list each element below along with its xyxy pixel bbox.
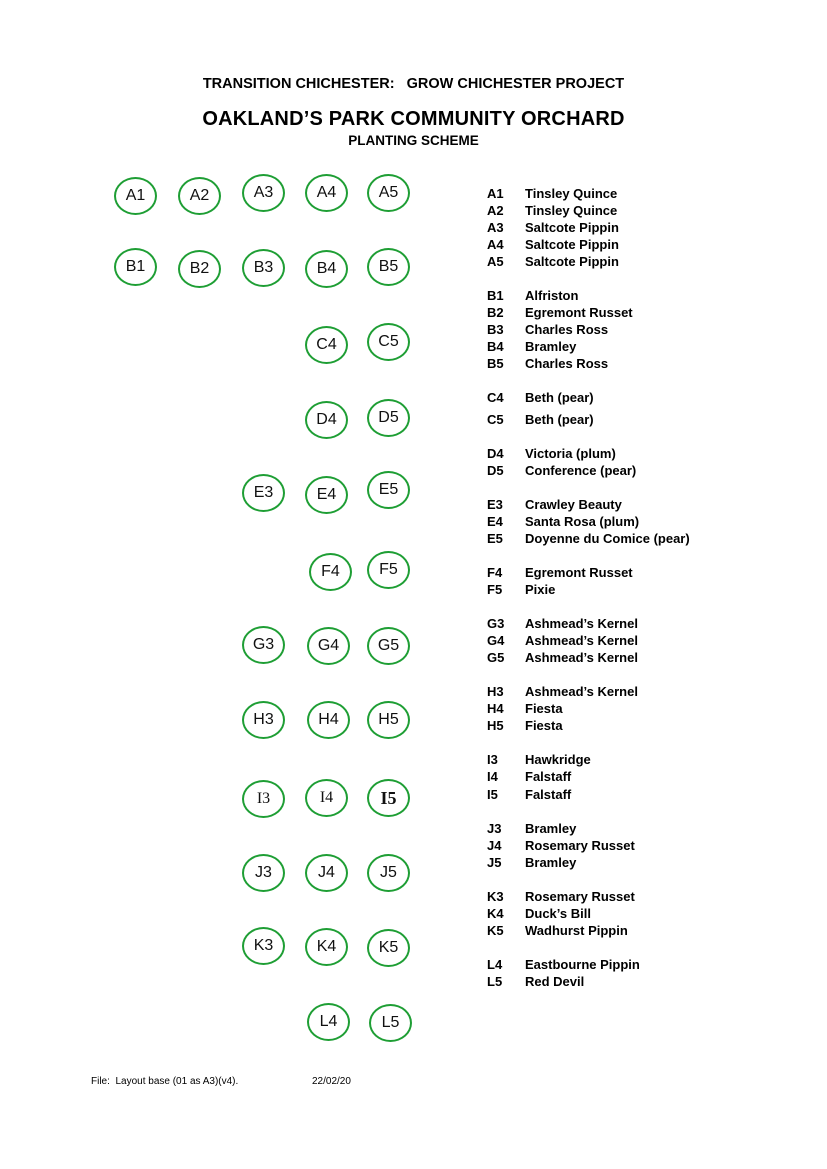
legend-code: L5 [487, 974, 503, 989]
legend-row [487, 905, 591, 922]
tree-marker-a1 [114, 177, 157, 215]
tree-label: D4 [316, 411, 337, 428]
tree-label: B2 [189, 260, 210, 277]
legend-variety: Beth (pear) [525, 390, 594, 405]
page-subtitle: PLANTING SCHEME [348, 133, 479, 148]
legend-code: G3 [487, 616, 505, 631]
legend-row [487, 837, 635, 854]
tree-marker-b4 [305, 250, 348, 288]
tree-label: K3 [253, 937, 274, 954]
tree-label: H4 [318, 711, 339, 728]
legend-code: B2 [487, 305, 504, 320]
tree-label: J4 [318, 864, 335, 881]
legend-code: H3 [487, 684, 504, 699]
tree-marker-e3 [242, 474, 285, 512]
tree-marker-a2 [178, 177, 221, 215]
legend-code: J4 [487, 838, 502, 853]
legend-row [487, 513, 639, 530]
legend-row [487, 649, 638, 666]
legend-row [487, 888, 635, 905]
legend-row [487, 219, 619, 236]
footer-file-name: File: Layout base (01 as A3)(v4). [91, 1076, 239, 1087]
tree-label: G5 [377, 637, 400, 654]
legend-code: E3 [487, 497, 503, 512]
tree-label: A5 [378, 184, 399, 201]
tree-label: E3 [253, 484, 274, 501]
legend-variety: Falstaff [525, 787, 572, 802]
page-title: OAKLAND’S PARK COMMUNITY ORCHARD [202, 108, 625, 130]
legend-row [487, 581, 555, 598]
tree-marker-l5 [369, 1004, 412, 1042]
tree-marker-k3 [242, 927, 285, 965]
legend-row [487, 236, 619, 253]
tree-label: B1 [125, 258, 146, 275]
legend-variety: Tinsley Quince [525, 186, 618, 201]
legend-row [487, 185, 617, 202]
legend-variety: Conference (pear) [525, 463, 637, 478]
tree-marker-k4 [305, 928, 348, 966]
tree-marker-d4 [305, 401, 348, 439]
legend-row [487, 304, 633, 321]
tree-marker-a5 [367, 174, 410, 212]
legend-variety: Victoria (plum) [525, 446, 616, 461]
legend-code: J3 [487, 821, 502, 836]
tree-label: D5 [378, 409, 399, 426]
legend-code: H4 [487, 701, 504, 716]
legend-row [487, 854, 576, 871]
legend-code: I5 [487, 787, 498, 802]
legend-variety: Egremont Russet [525, 305, 633, 320]
tree-marker-h5 [367, 701, 410, 739]
legend-code: A5 [487, 254, 504, 269]
legend-variety: Duck’s Bill [525, 906, 591, 921]
legend-code: I3 [487, 752, 498, 767]
legend-row [487, 768, 571, 785]
tree-marker-b5 [367, 248, 410, 286]
legend-code: A3 [487, 220, 504, 235]
legend-variety: Falstaff [525, 769, 572, 784]
legend-row [487, 973, 584, 990]
legend-code: B5 [487, 356, 504, 371]
legend-variety: Charles Ross [525, 322, 609, 337]
tree-marker-b1 [114, 248, 157, 286]
tree-label: L5 [381, 1014, 400, 1031]
tree-label: B4 [316, 260, 337, 277]
legend-row [487, 632, 638, 649]
tree-label: E4 [316, 486, 337, 503]
tree-marker-l4 [307, 1003, 350, 1041]
tree-label: E5 [378, 481, 399, 498]
legend-variety: Crawley Beauty [525, 497, 622, 512]
tree-label: C5 [378, 333, 399, 350]
legend-variety: Fiesta [525, 701, 563, 716]
tree-label: J3 [255, 864, 272, 881]
legend-code: H5 [487, 718, 504, 733]
tree-label: I3 [256, 790, 271, 807]
tree-label: K4 [316, 938, 337, 955]
tree-marker-g4 [307, 627, 350, 665]
legend-variety: Alfriston [525, 288, 579, 303]
legend-row [487, 564, 633, 581]
tree-marker-g5 [367, 627, 410, 665]
tree-marker-i4 [305, 779, 348, 817]
legend-code: G5 [487, 650, 505, 665]
tree-label: I4 [319, 789, 334, 806]
legend-variety: Ashmead’s Kernel [525, 650, 638, 665]
tree-label: I5 [380, 787, 397, 808]
tree-marker-a3 [242, 174, 285, 212]
tree-label: G3 [252, 636, 275, 653]
legend-code: K4 [487, 906, 504, 921]
legend-row [487, 496, 622, 513]
legend-row [487, 321, 608, 338]
legend-variety: Santa Rosa (plum) [525, 514, 640, 529]
tree-marker-c4 [305, 326, 348, 364]
tree-marker-f4 [309, 553, 352, 591]
legend-code: D4 [487, 446, 504, 461]
tree-label: F4 [321, 563, 340, 580]
legend-row [487, 287, 578, 304]
legend-code: C5 [487, 412, 504, 427]
legend-row [487, 683, 638, 700]
tree-label: A3 [253, 184, 274, 201]
legend-code: E4 [487, 514, 503, 529]
legend-code: D5 [487, 463, 504, 478]
legend-variety: Egremont Russet [525, 565, 633, 580]
legend-variety: Eastbourne Pippin [525, 957, 640, 972]
legend-code: K5 [487, 923, 504, 938]
legend-variety: Bramley [525, 855, 577, 870]
tree-marker-e4 [305, 476, 348, 514]
tree-label: H5 [378, 711, 399, 728]
legend-row [487, 202, 617, 219]
legend-variety: Saltcote Pippin [525, 237, 619, 252]
legend-row [487, 530, 690, 547]
legend-row [487, 389, 594, 406]
tree-label: A1 [125, 187, 146, 204]
tree-marker-g3 [242, 626, 285, 664]
tree-marker-d5 [367, 399, 410, 437]
tree-marker-b3 [242, 249, 285, 287]
tree-marker-f5 [367, 551, 410, 589]
legend-variety: Doyenne du Comice (pear) [525, 531, 690, 546]
tree-label: J5 [380, 864, 397, 881]
legend-code: A1 [487, 186, 504, 201]
legend-row [487, 462, 636, 479]
legend-row [487, 717, 563, 734]
tree-marker-e5 [367, 471, 410, 509]
legend-variety: Charles Ross [525, 356, 609, 371]
legend-row [487, 956, 640, 973]
legend-variety: Ashmead’s Kernel [525, 684, 638, 699]
tree-marker-h4 [307, 701, 350, 739]
tree-label: G4 [317, 637, 340, 654]
legend-row [487, 355, 608, 372]
legend-row [487, 253, 619, 270]
tree-label: K5 [378, 939, 399, 956]
legend-code: A2 [487, 203, 504, 218]
legend-variety: Fiesta [525, 718, 563, 733]
tree-label: A4 [316, 184, 337, 201]
org-project-heading: TRANSITION CHICHESTER: GROW CHICHESTER PROJECT [202, 76, 625, 92]
tree-label: H3 [253, 711, 274, 728]
legend-variety: Rosemary Russet [525, 889, 635, 904]
legend-row [487, 786, 571, 803]
tree-marker-k5 [367, 929, 410, 967]
legend-code: A4 [487, 237, 504, 252]
legend-code: J5 [487, 855, 502, 870]
legend-variety: Beth (pear) [525, 412, 594, 427]
legend-row [487, 411, 594, 428]
legend-row [487, 615, 638, 632]
legend-code: B1 [487, 288, 504, 303]
tree-marker-h3 [242, 701, 285, 739]
legend-variety: Bramley [525, 339, 577, 354]
tree-marker-j4 [305, 854, 348, 892]
legend-code: K3 [487, 889, 504, 904]
tree-marker-j3 [242, 854, 285, 892]
tree-marker-b2 [178, 250, 221, 288]
legend-row [487, 922, 628, 939]
tree-marker-a4 [305, 174, 348, 212]
legend-row [487, 700, 563, 717]
tree-label: C4 [316, 336, 337, 353]
legend-variety: Wadhurst Pippin [525, 923, 628, 938]
legend-variety: Bramley [525, 821, 577, 836]
legend-variety: Pixie [525, 582, 556, 597]
legend-code: C4 [487, 390, 504, 405]
legend-code: B3 [487, 322, 504, 337]
tree-marker-i5 [367, 779, 410, 817]
legend-variety: Ashmead’s Kernel [525, 616, 638, 631]
legend-variety: Rosemary Russet [525, 838, 635, 853]
legend-code: I4 [487, 769, 498, 784]
legend-row [487, 820, 576, 837]
legend-row [487, 338, 576, 355]
tree-label: F5 [379, 561, 398, 578]
tree-label: L4 [319, 1013, 338, 1030]
legend-variety: Ashmead’s Kernel [525, 633, 638, 648]
legend-variety: Hawkridge [525, 752, 591, 767]
tree-label: B3 [253, 259, 274, 276]
legend-variety: Saltcote Pippin [525, 220, 619, 235]
tree-label: A2 [189, 187, 210, 204]
tree-marker-c5 [367, 323, 410, 361]
legend-variety: Saltcote Pippin [525, 254, 619, 269]
legend-code: E5 [487, 531, 503, 546]
legend-code: F5 [487, 582, 503, 597]
legend-code: G4 [487, 633, 505, 648]
legend-row [487, 751, 591, 768]
tree-marker-j5 [367, 854, 410, 892]
legend-code: L4 [487, 957, 503, 972]
legend-code: B4 [487, 339, 504, 354]
tree-label: B5 [378, 258, 399, 275]
footer-date: 22/02/20 [312, 1076, 351, 1087]
legend-variety: Red Devil [525, 974, 585, 989]
legend-variety: Tinsley Quince [525, 203, 618, 218]
legend-code: F4 [487, 565, 503, 580]
tree-marker-i3 [242, 780, 285, 818]
legend-row [487, 445, 616, 462]
